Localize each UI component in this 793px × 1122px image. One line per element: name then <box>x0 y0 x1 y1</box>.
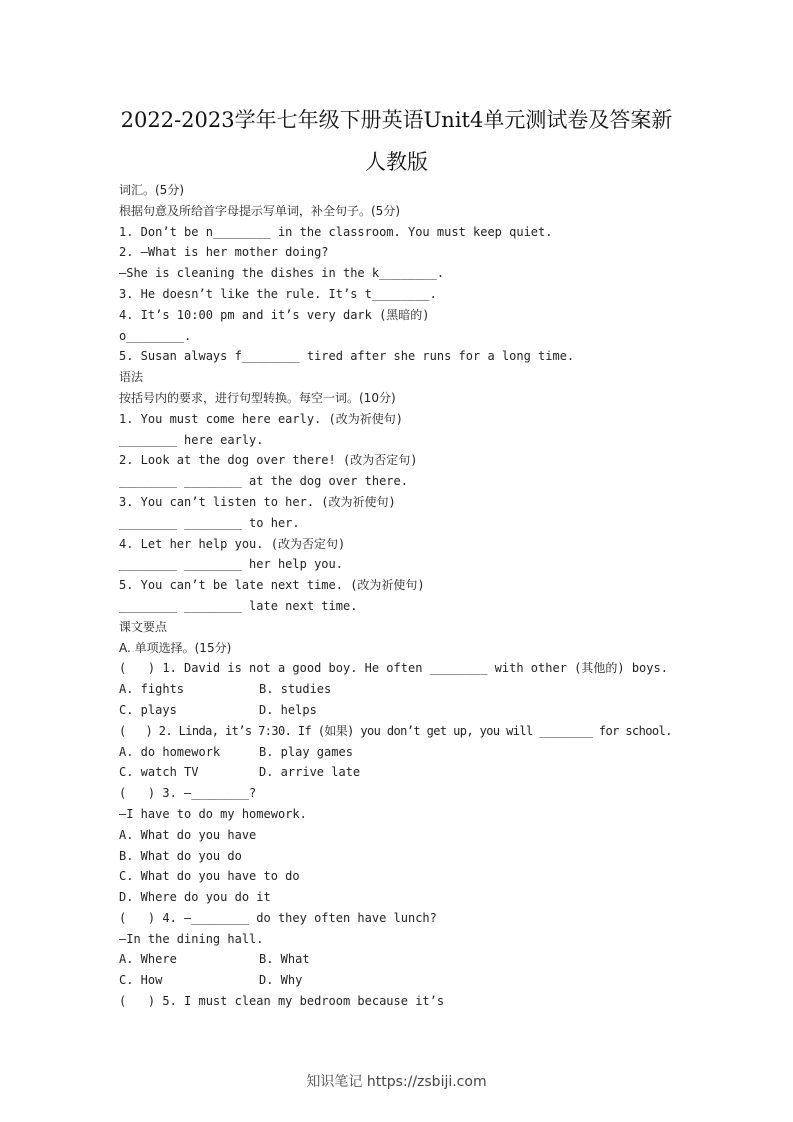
vocab-instruction: 根据句意及所给首字母提示写单词，补全句子。(5分) <box>119 203 401 218</box>
page-title-line-1: 2022-2023学年七年级下册英语Unit4单元测试卷及答案新 <box>120 108 673 132</box>
page-title-line-2: 人教版 <box>365 150 428 174</box>
grammar-question-2: 2. Look at the dog over there! (改为否定句) <box>119 453 418 468</box>
mc-question-3-option-b: B. What do you do <box>119 848 242 863</box>
mc-question-3-option-c: C. What do you have to do <box>119 869 300 884</box>
grammar-question-4: 4. Let her help you. (改为否定句) <box>119 536 346 551</box>
mc-question-1-options-row-1 <box>119 679 719 700</box>
mc-question-4: ( ) 4. —________ do they often have lunch? <box>119 910 437 925</box>
mc-question-1: ( ) 1. David is not a good boy. He often ________ with other (其他的) boys. <box>119 661 668 676</box>
mc-question-1-option-c: C. plays <box>119 702 177 717</box>
mc-question-4-dialog: —In the dining hall. <box>119 931 264 946</box>
grammar-question-5: 5. You can’t be late next time. (改为祈使句) <box>119 578 425 593</box>
vocab-question-4: 4. It’s 10:00 pm and it’s very dark (黑暗的) <box>119 307 430 322</box>
grammar-question-1: 1. You must come here early. (改为祈使句) <box>119 411 403 426</box>
mc-question-3-option-a: A. What do you have <box>119 827 257 842</box>
vocab-heading: 词汇。(5分) <box>119 183 184 197</box>
mc-question-2-option-c: C. watch TV <box>119 765 199 780</box>
grammar-answer-2: ________ ________ at the dog over there. <box>119 474 408 489</box>
mc-question-2-option-d: D. arrive late <box>259 765 361 780</box>
mc-question-4-options-row-1 <box>119 949 719 970</box>
grammar-answer-4: ________ ________ her help you. <box>119 557 343 572</box>
multiple-choice-heading: A. 单项选择。(15分) <box>119 640 232 655</box>
grammar-instruction: 按括号内的要求，进行句型转换。每空一词。(10分) <box>119 390 396 405</box>
vocab-question-1: 1. Don’t be n________ in the classroom. You must keep quiet. <box>119 224 553 239</box>
mc-question-4-options-row-2 <box>119 970 719 991</box>
grammar-answer-1: ________ here early. <box>119 432 264 447</box>
mc-question-4-option-b: B. What <box>259 952 310 967</box>
mc-question-4-option-a: A. Where <box>119 952 177 967</box>
vocab-question-2-line-2: —She is cleaning the dishes in the k________. <box>119 266 445 281</box>
mc-question-1-option-b: B. studies <box>259 682 332 697</box>
footer-watermark: 知识笔记 https://zsbiji.com <box>306 1074 487 1090</box>
mc-question-2-options-row-1 <box>119 742 719 763</box>
mc-question-3-dialog: —I have to do my homework. <box>119 806 307 821</box>
mc-question-2-option-a: A. do homework <box>119 744 221 759</box>
mc-question-4-option-c: C. How <box>119 973 163 988</box>
vocab-question-4-line-2: o________. <box>119 328 192 343</box>
grammar-heading: 语法 <box>119 370 144 385</box>
mc-question-2-option-b: B. play games <box>259 744 353 759</box>
mc-question-2: ( ) 2. Linda, it’s 7:30. If (如果) you don’t get up, you will ________ for school. <box>119 723 672 738</box>
mc-question-3-option-d: D. Where do you do it <box>119 890 271 905</box>
mc-question-4-option-d: D. Why <box>259 973 303 988</box>
mc-question-1-option-d: D. helps <box>259 702 317 717</box>
document-body <box>119 180 719 1012</box>
vocab-question-5: 5. Susan always f________ tired after she runs for a long time. <box>119 349 575 364</box>
text-points-heading: 课文要点 <box>119 619 168 634</box>
grammar-answer-5: ________ ________ late next time. <box>119 598 358 613</box>
grammar-answer-3: ________ ________ to her. <box>119 515 300 530</box>
grammar-question-3: 3. You can’t listen to her. (改为祈使句) <box>119 494 396 509</box>
mc-question-2-options-row-2 <box>119 762 719 783</box>
mc-question-1-options-row-2 <box>119 700 719 721</box>
mc-question-3: ( ) 3. —________? <box>119 786 257 801</box>
vocab-question-3: 3. He doesn’t like the rule. It’s t________. <box>119 286 437 301</box>
vocab-question-2: 2. —What is her mother doing? <box>119 245 329 260</box>
mc-question-5: ( ) 5. I must clean my bedroom because it’s <box>119 994 445 1009</box>
mc-question-1-option-a: A. fights <box>119 682 185 697</box>
